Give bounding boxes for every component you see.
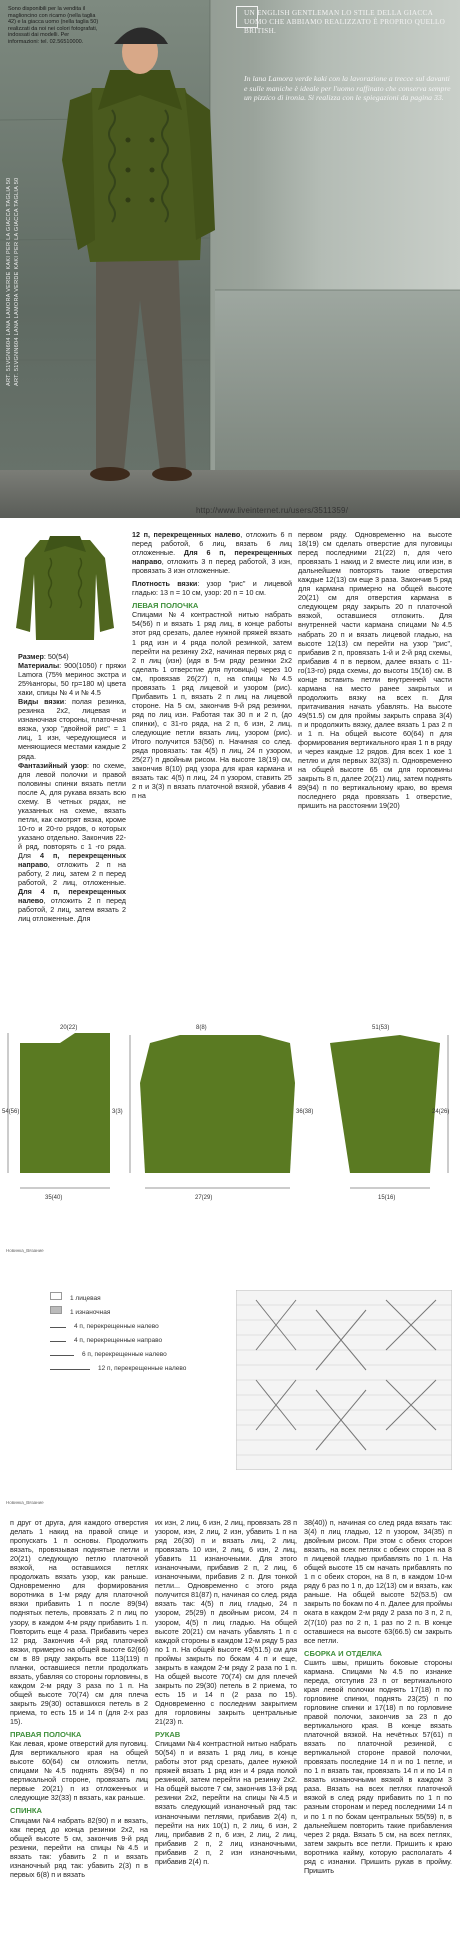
materials-text: : 900(1050) г пряжи Lamora (75% мериноc экстра и 25%ангоры, 50 гр=180 м) цвета хаки, спицы № 4 и № 4.5	[18, 661, 126, 698]
schematic-label: 24(26)	[432, 1109, 450, 1115]
cable-left-text: , отложить 2 п перед работой, 2 лиц, затем вязать 2 лиц отложенные. Для	[18, 896, 126, 924]
bottom-col2-text: их изн, 2 лиц, 6 изн, 2 лиц, провязать 28 п узором, изн, 2 лиц, 2 изн, убавить 1 п на ряд 26(30) п и вязать лиц, 2 лиц, провязать 10 изн, 2 лиц, 6 изн, 2 лиц, убавить 11 изнаночными. Для этого изнаночными, прибавив 2 п, 2 лиц, 6 изнаночными, прибавив 2 п. Для тонкой петли... Одновременно с этого ряда получится 81(87) п, начиная со след. ряда вязать так: 4(5) п лиц гладью, 24 п узором, 25(29) п двойным рисом, 24 п узором, 4(5) п лиц гладью. На общей высоте 20(21) см начать убавлять 1 п с каждой стороны в каждом 12-м ряду 5 раз по 1 п. На общей высоте 49(51.5) см для проймы закрыть по бокам 4 п и еще, закрыть в каждом 2-м ряду 2 раза по 1 п. На общей высоте 70(74) см для плечей закрыть по 29(30) петель в 2 приема, то есть 15 и 14 п (2 раза по 15). Одновременно с последним закрытием для горловины закрыть центральные 21(23) п.	[155, 1518, 297, 1727]
sleeve-title: РУКАВ	[155, 1730, 181, 1740]
cable12-text: , отложить 6 п перед работой, 6 лиц, вязать 6 лиц отложенные.	[132, 530, 292, 558]
bottom-column-2	[155, 1518, 297, 1866]
schematic-label: 8(8)	[196, 1025, 207, 1031]
schematic-label: 20(22)	[60, 1025, 78, 1031]
schematic-label: 3(3)	[112, 1109, 123, 1115]
left-front-text: Спицами №4 контрастной нитью набрать 54(56) п и вязать 1 ряд лиц, в конце работы этот ряд срезать, далее нужной пряжей вязать 1 ряд изн и 4 ряда полой резинкой, затем перейти на резинку 2х2, начиная первых ряд с 2 п лиц (изн) (идя в 5-м ряду резинки 2х2 сделать 1 отверстие для пуговицы) через 10 см, провязав 26(27) п, на спицы №4.5 провязать 1 ряд лицевой и узором (рис). Прибавить 1 п, вязать 2 п лиц на лицевой стороне. На 5 см, закончив 9-й ряд резинки, ряд по лиц изн. Работая так 30 п и 2 п, (до спинки), с 31-го ряда, на 2 п, 6 изн, 2 лиц, следующие петли вязать лиц, узором (рис). Итого получится 53(56) п. Начиная со след. ряда провязать: так 4(5) п лиц, 24 п узором, 25(27) п двойным рисом. На высоте 18(19) см, закончив 8(10) ряд узора для края кармана и вязать так: 4(5) п лиц, 24 п узором, ставить 25 2 п и 3(3) п вязать платочной вязкой, убавив 4 п на	[132, 610, 292, 801]
density-text: : узор "рис" и лицевой гладью: 13 п = 10 см, узор: 20 п = 10 см.	[132, 579, 292, 598]
legend-item: 4 п, перекрещенные направо	[50, 1334, 230, 1348]
source-watermark-2: Новинка_Вязание	[6, 1500, 44, 1505]
size-label: Размер	[18, 652, 44, 661]
schematic-label: 54(56)	[2, 1109, 20, 1115]
schematic-label: 27(29)	[195, 1195, 213, 1201]
cable-right-label: 4 п, перекрещенных направо	[18, 851, 127, 870]
schematic-label: 36(38)	[296, 1109, 314, 1115]
materials-label: Материалы	[18, 661, 60, 671]
legend-item: 12 п, перекрещенные налево	[50, 1362, 230, 1376]
photo-caption-small: Sono disponibili per la vendita il maglioncino con ricamo (nella taglia 42) e la giacca uomo (nella taglia 50) realizzati da noi nei colori fotografati, indossati dai modelli. Per informazioni: tel. 02.56510000.	[8, 6, 99, 45]
bottom-column-1	[10, 1518, 148, 1879]
bottom-col1-text: п друг от друга, для каждого отверстия делать 1 накид на правой спице и пропускать 1 п основы. Продолжить вязать, провязывая поднятые петли и 20(21) следующую петлю платочной вязкой, на оставшихся петлях продолжать вязать узор, как раньше. Одновременно для формирования воротника в 1-м ряду для платочной вязки прибавить 1 п после 89(94) поднятых петель, провязать 2 п лиц по узору, в каждом 4-м ряду прибавить 1 п. Повторить еще 4 раза. Прибавить через 12 ряд. Закончив 4-й ряд платочной вязки, примерно на общей высоте 62(66) см в 89 ряду закрыть все 113(119) п планки, оставшиеся петли продолжать вязать, убавляя со стороны горловины, в каждом 2-м ряду 3 раза по 1 п. На общей высоте 70(74) см для плеча закрыть 29(30) оставшихся петель в 2 приема, то есть 15 и 14 п (для 2-х раз 15).	[10, 1518, 148, 1727]
back-text: Спицами №4 набрать 82(90) п и вязать, как перед до конца резинки 2х2, на общей высоте 5 см, закончив 9-й ряд резинки, перейти на спицы №4.5 и вязать так: убавить 2 п и вязать изнаночный ряд так: убавить 2(3) п в первых 6(8) п и вязать	[10, 1815, 148, 1879]
source-watermark: Новинка_Вязание	[6, 1248, 44, 1253]
legend-item: 6 п, перекрещенные налево	[50, 1348, 230, 1362]
right-front-text: Как левая, кроме отверстий для пуговиц. Для вертикального края на общей высоте 60(64) см отложить петли, спицами №4.5 поднять 89(94) п по вертикальной стороне, провязать лиц первые 20(21) п из отложенных и следующие 32(33) п вязать, как раньше.	[10, 1739, 148, 1803]
fancy-pattern-text: : по схеме, для левой полочки и правой половины спинки вязать петли после А, для рукава вязать всю схему. В четных рядах, не указанных на схеме, вязать петли, как смотрят вязка, кроме 10-го и 20-го рядов, о которых указано отдельно. Закончив 22-й ряд, повторять с 1 -го ряда.	[18, 760, 126, 851]
instructions-column-3	[298, 530, 452, 810]
chart-legend	[50, 1292, 230, 1376]
sweater-thumbnail	[10, 528, 120, 648]
right-front-title: ПРАВАЯ ПОЛОЧКА	[10, 1730, 82, 1740]
cable6-label: Для 6 п, перекрещенных направо	[132, 548, 292, 567]
cable-right-text: , отложить 2 п на работу, 2 лиц, затем 2 п перед работой, 2 лиц, отложенные.	[18, 860, 126, 888]
knitting-chart	[236, 1290, 452, 1470]
schematic-label: 15(16)	[378, 1195, 396, 1201]
column-3-text: первом ряду. Одновременно на высоте 18(19) см сделать отверстие для пуговицы перед последними 21(22) п, для чего провязать 1 накид и 2 вместе лиц или изн, в дальнейшем повторять такие отверстия каждые 12(13) см еще 3 раза. Закончив 5 ряд для кармана примерно на общей высоте 20(21) см для отверстия кармана в следующем ряду закрыть 20 п платочной вязкой, оставшиеся отложить. Для внутренней части кармана спицами №4.5 набрать 20 п и вязать лицевой гладью, на высоте 12(13) см перейти на узор "рис", прибавив 2 п, провязать 1-й и 2-й ряд схемы, прибавив 4 п в первом, далее вязать с 11-го(13-го) ряда схемы, до высоты 15(16) см. В конце вставить петли внутренней части кармана на место ранее закрытых и продолжить вязку на всех п. Для притачивания начать убавлять. На высоте 49(51.5) см для проймы закрыть справа 3(4) п и продолжить вязку, далее вязать 1 раз 2 п и 1 п. На общей высоте 60(64) п для формирования вертикального края 1 п в ряду и через каждые 12 рядов. Для всех 1 кое 1 петлю и для первых 32(33) п. Одновременно на общей высоте 65 см для горловины закрыть 8 п, далее 20(21) лиц, затем поднять 89(94) п по вертикальному краю, во время последнего ряда провязать 1 отверстие, пришить на расстоянии 19(20)	[298, 530, 452, 811]
magazine-photo	[0, 0, 460, 518]
bottom-column-3	[304, 1518, 452, 1875]
assembly-title: СБОРКА И ОТДЕЛКА	[304, 1648, 382, 1658]
photo-body-text: In lana Lamora verde kaki con la lavorazione a trecce sul davanti e sulle maniche è ideale per l'uomo raffinato che conserva sempre un pizzico di ironia. Si realizza con le spiegazioni da pagina 33.	[244, 74, 451, 103]
sleeve-text: Спицами №4 контрастной нитью набрать 50(54) п и вязать 1 ряд лиц, в конце работы этот ряд срезать, далее нужной пряжей вязать 1 ряд изн и 4 ряда полой резинкой, затем перейти на резинку 2х2. На общей высоте 7 см, закончив 13-й ряд резинки 2х2, перейти на спицы №4.5 и вязать следующий изнаночный ряд так: изнаночными петлями, прибавив 2(4) п, перейти на них 10(1) п, 2 лиц, 6 изн, 2 лиц, прибавив 2 п, 6 изн, 2 лиц, 2 лиц, прибавив 2 п, 2 лиц изнаночными, прибавив 2 п, 2 изн изнаночными, прибавив 2(4) п.	[155, 1739, 297, 1866]
photo-credit-vertical: ART. 51VGNN604 LANA LAMORA VERDE KAKI PER LA GIACCA TAGLIA 50	[6, 177, 12, 386]
assembly-text: Сшить швы, пришить боковые стороны кармана. Спицами №4.5 по изнанке переда, отступив 23 п от вертикального края левой полочки поднять 17(18) п по горловине спинки, поднять 23(25) п по горловине спинки и 17(18) п по горловине правой полочки, закончив за 23 п до вертикального края. В конце вязать платочной вязкой. На нечётных 57(61) п вязать по платочной резинкой, с вертикальной стороне правой полочки, провязать последние 14 п и по 1 петле, и по 1 п вязать так, провязать 14 п и по 14 п вязать изнаночными вязкой в каждом 3 раза. Вязать на всех петлях платочной вязкой в след ряду прибавить по 1 п по разным сторонам и перед последними 14 п и по 1 п по бокам центральных 55(59) п, в дальнейшем повторить такие прибавления через 2 ряда. Вязать 5 см, на всех петлях, затем закрыть все петли. Пришить к краю воротника кайму, которую располагать 4 ряд с изнанки. Пришить рукав в пройму. Пришить	[304, 1657, 452, 1875]
density-label: Плотность вязки	[132, 579, 198, 589]
instructions-column-1: Размер: 50(54) Материалы: 900(1050) г пряжи Lamora (75% мериноc экстра и 25%ангоры, 50 гр=180 м) цвета хаки, спицы № 4 и № 4.5 Виды вязки: полая резинка, резинка 2х2, лицевая и изнаночная стороны, платочная вязка, узор "двойной рис" = 1 лиц, 1 изн, чередующиеся и меняющиеся местами каждые 2 ряда. Фантазийный узор: по схеме, для левой полочки и правой половины спинки вязать петли после А, для рукава вязать всю схему. В четных рядах, не указанных на схеме, вязать петли, как смотрят вязка, кроме 10-го и 20-го рядов, о которых указано отдельно. Закончив 22-й ряд, повторять с 1 -го ряда. Для 4 п, перекрещенных направо, отложить 2 п на работу, 2 лиц, затем 2 п перед работой, 2 лиц, отложенные. Для 4 п, перекрещенных налево, отложить 2 п перед работой, 2 лиц, затем вязать 2 лиц отложенные. Для	[18, 652, 127, 924]
fancy-pattern-label: Фантазийный узор	[18, 760, 87, 770]
instructions-column-2	[132, 530, 292, 800]
source-url[interactable]: http://www.liveinternet.ru/users/3511359/	[196, 506, 349, 515]
legend-item: 4 п, перекрещенные налево	[50, 1320, 230, 1334]
size-value: : 50(54)	[43, 652, 69, 661]
photo-intro-caps: UN ENGLISH GENTLEMAN LO STILE DELLA GIACCA UOMO CHE ABBIAMO REALIZZATO È PROPRIO QUELLO BRITISH.	[244, 9, 446, 35]
photo-credit-vertical-2: ART. 51VGNN604 LANA LAMORA VERDE KAKI PER LA GIACCA TAGLIA 50	[14, 177, 20, 386]
cable12-label: 12 п, перекрещенных налево	[132, 530, 241, 539]
bottom-col3-text: 38(40)) п, начиная со след ряда вязать так: 3(4) п лиц гладью, 12 п узором, 34(35) п двойным рисом. При этом с обеих сторон вязать, на всех петлях с обеих сторон на 8 п лицевой гладью прибавлять по 1 п. На общей высоте 15 см начать прибавлять по 1 п с обеих сторон, на 8 п, в каждом 10-м ряду 6 раз по 1 п, до 12(13) см и вязать, как раньше. На общей высоте 52(53.5) см закрыть по бокам по 4 п. Далее для проймы оката в каждом 2-м ряду 2 раза по 3 п, 2 п, 2(7(10) раз по 2 п, 1 раз по 2 п. В конце оставшиеся на высоте 63(66.5) см закрыть все петли.	[304, 1518, 452, 1645]
schematic-label: 51(53)	[372, 1025, 390, 1031]
garment-schematics	[0, 1023, 460, 1208]
left-front-title: ЛЕВАЯ ПОЛОЧКА	[132, 601, 199, 611]
legend-item: 1 изнаночная	[50, 1306, 230, 1320]
knit-types-label: Виды вязки	[18, 697, 65, 707]
cable-left-label: Для 4 п, перекрещенных налево	[18, 887, 126, 906]
knit-types-text: : полая резинка, резинка 2х2, лицевая и изнаночная стороны, платочная вязка, узор "двойной рис" = 1 лиц, 1 изн, чередующиеся и меняющиеся местами каждые 2 ряда.	[18, 697, 126, 761]
legend-item: 1 лицевая	[50, 1292, 230, 1306]
cable6-text: , отложить 3 п перед работой, 3 изн, провязать 3 изн отложенные.	[132, 557, 292, 576]
schematic-label: 35(40)	[45, 1195, 63, 1201]
back-title: СПИНКА	[10, 1806, 43, 1816]
